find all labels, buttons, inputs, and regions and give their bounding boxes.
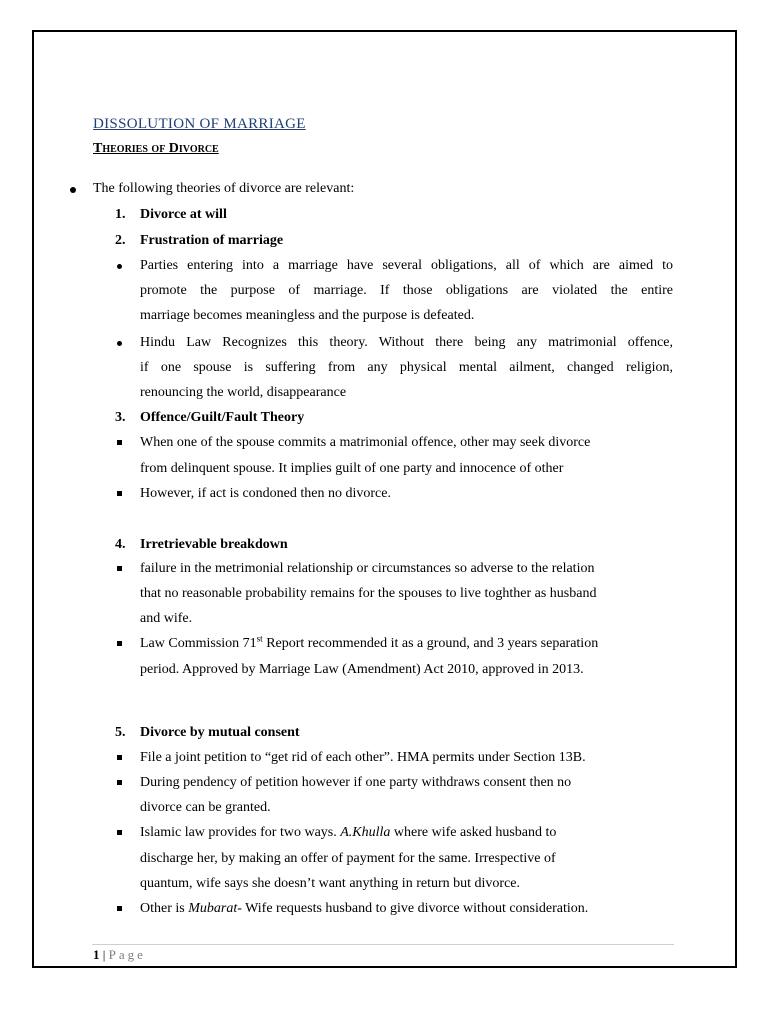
page-footer (93, 947, 146, 963)
consent-point-1-line-1: File a joint petition to “get rid of each other”. HMA permits under Section 13B. (140, 750, 586, 765)
consent-point-4-text-b: - Wife requests husband to give divorce without consideration. (237, 901, 589, 916)
bullet-icon (70, 187, 76, 193)
khulla-term: A.Khulla (340, 825, 391, 840)
page-number: 1 (93, 947, 100, 962)
document-title: DISSOLUTION OF MARRIAGE (93, 116, 306, 132)
consent-point-3-text-b: where wife asked husband to (390, 825, 557, 840)
consent-point-3-line-1 (140, 824, 556, 842)
frustration-point-1-line-1: Parties entering into a marriage have several obligations, all of which are aimed to (140, 258, 673, 273)
footer-divider (92, 944, 674, 945)
footer-separator: | (102, 947, 106, 962)
fault-point-1-line-2: from delinquent spouse. It implies guilt of one party and innocence of other (140, 461, 564, 476)
bullet-icon (117, 566, 122, 571)
section-3-heading: Offence/Guilt/Fault Theory (140, 410, 305, 425)
section-5-number: 5. (115, 725, 126, 740)
consent-point-3-line-2: discharge her, by making an offer of payment for the same. Irrespective of (140, 851, 556, 866)
consent-point-3-text-a: Islamic law provides for two ways. (140, 825, 341, 840)
superscript-st: st (256, 633, 263, 644)
breakdown-point-2-line-1 (140, 635, 598, 653)
breakdown-point-2-text-a: Law Commission 71 (140, 636, 257, 651)
bullet-icon (117, 491, 122, 496)
bullet-icon (117, 641, 122, 646)
section-4-heading: Irretrievable breakdown (140, 537, 288, 552)
fault-point-2-line-1: However, if act is condoned then no divorce. (140, 486, 391, 501)
bullet-icon (117, 341, 122, 346)
breakdown-point-2-text-b: Report recommended it as a ground, and 3 years separation (262, 636, 599, 651)
breakdown-point-2-line-2: period. Approved by Marriage Law (Amendment) Act 2010, approved in 2013. (140, 662, 584, 677)
consent-point-2-line-1: During pendency of petition however if one party withdraws consent then no (140, 775, 572, 790)
consent-point-3-line-3: quantum, wife says she doesn’t want anything in return but divorce. (140, 876, 520, 891)
breakdown-point-1-line-2: that no reasonable probability remains for the spouses to live toghther as husband (140, 586, 597, 601)
section-2-number: 2. (115, 233, 126, 248)
bullet-icon (117, 906, 122, 911)
section-1-heading: Divorce at will (140, 207, 227, 222)
bullet-icon (117, 440, 122, 445)
mubarat-term: Mubarat (188, 901, 238, 916)
frustration-point-2-line-3: renouncing the world, disappearance (140, 385, 347, 400)
section-2-heading: Frustration of marriage (140, 233, 284, 248)
section-4-number: 4. (115, 537, 126, 552)
intro-text: The following theories of divorce are relevant: (93, 181, 355, 196)
document-subtitle: Theories of Divorce (93, 141, 219, 156)
frustration-point-1-line-3: marriage becomes meaningless and the purpose is defeated. (140, 308, 475, 323)
section-1-number: 1. (115, 207, 126, 222)
section-5-heading: Divorce by mutual consent (140, 725, 300, 740)
breakdown-point-1-line-3: and wife. (140, 611, 193, 626)
frustration-point-2-line-2: if one spouse is suffering from any physical mental ailment, changed religion, (140, 360, 673, 375)
bullet-icon (117, 780, 122, 785)
breakdown-point-1-line-1: failure in the metrimonial relationship or circumstances so adverse to the relation (140, 561, 595, 576)
consent-point-2-line-2: divorce can be granted. (140, 800, 271, 815)
frustration-point-2-line-1: Hindu Law Recognizes this theory. Without there being any matrimonial offence, (140, 335, 673, 350)
bullet-icon (117, 755, 122, 760)
fault-point-1-line-1: When one of the spouse commits a matrimonial offence, other may seek divorce (140, 435, 591, 450)
consent-point-4-text-a: Other is (140, 901, 189, 916)
section-3-number: 3. (115, 410, 126, 425)
bullet-icon (117, 264, 122, 269)
frustration-point-1-line-2: promote the purpose of marriage. If those obligations are violated the entire (140, 283, 673, 298)
page-label: Page (108, 947, 146, 962)
bullet-icon (117, 830, 122, 835)
consent-point-4-line-1 (140, 900, 588, 918)
